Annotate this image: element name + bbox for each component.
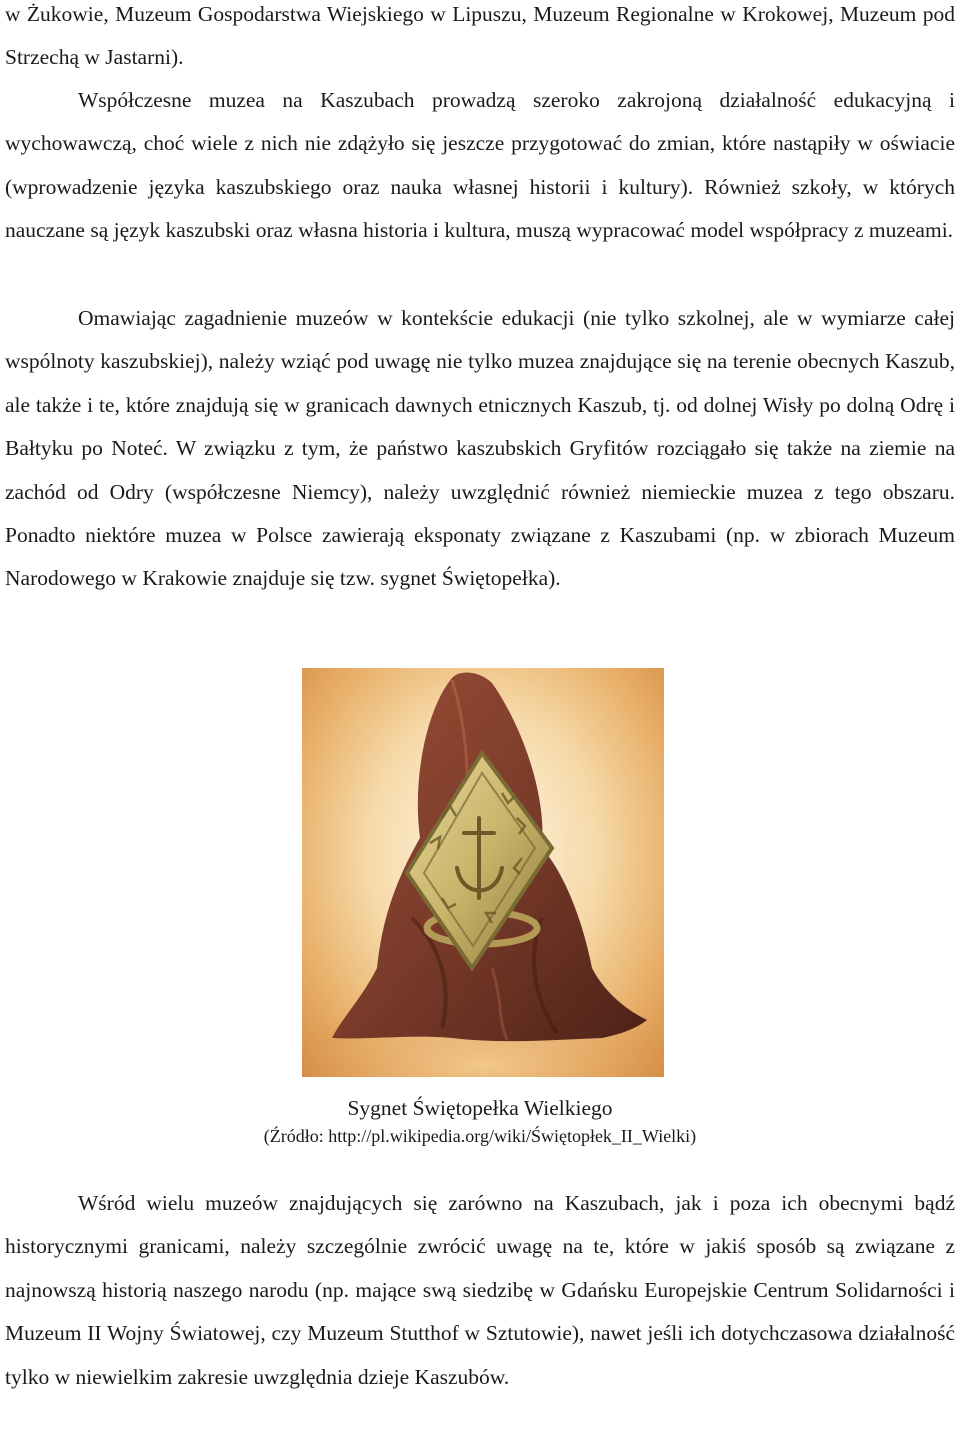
figure-caption-title: Sygnet Świętopełka Wielkiego — [347, 1096, 613, 1120]
paragraph-3: Omawiając zagadnienie muzeów w kontekście edukacji (nie tylko szkolnej, ale w wymiarze całej wspólnoty kaszubskiej), należy wziąć pod uwagę nie tylko muzea znajdujące się na terenie obecnych Kaszub, ale także i te, które znajdują się w granicach dawnych etnicznych Kaszub, tj. od dolnej Wisły po dolną Odrę i Bałtyku po Noteć. W związku z tym, że państwo kaszubskich Gryfitów rozciągało się także na ziemie na zachód od Odry (współczesne Niemcy), należy uwzględnić również niemieckie muzea z tego obszaru. Ponadto niektóre muzea w Polsce zawierają eksponaty związane z Kaszubami (np. w zbiorach Muzeum Narodowego w Krakowie znajduje się tzw. sygnet Świętopełka). — [5, 306, 955, 591]
paragraph-4: Wśród wielu muzeów znajdujących się zarówno na Kaszubach, jak i poza ich obecnymi bądź historycznymi granicami, należy szczególnie zwrócić uwagę na te, które w jakiś sposób są związane z najnowszą historią naszego narodu (np. mające swą siedzibę w Gdańsku Europejskie Centrum Solidarności i Muzeum II Wojny Światowej, czy Muzeum Stutthof w Sztutowie), nawet jeśli ich dotychczasowa działalność tylko w niewielkim zakresie uwzględnia dzieje Kaszubów. — [5, 1191, 955, 1389]
signet-photo — [302, 668, 664, 1077]
paragraph-1: w Żukowie, Muzeum Gospodarstwa Wiejskiego w Lipuszu, Muzeum Regionalne w Krokowej, Muzeum pod Strzechą w Jastarni). — [5, 2, 955, 70]
signet-illustration — [302, 668, 664, 1077]
figure-caption-source: (Źródło: http://pl.wikipedia.org/wiki/Świętopłek_II_Wielki) — [263, 1126, 697, 1146]
paragraph-2: Współczesne muzea na Kaszubach prowadzą szeroko zakrojoną działalność edukacyjną i wychowawczą, choć wiele z nich nie zdążyło się jeszcze przygotować do zmian, które nastąpiły w oświacie (wprowadzenie języka kaszubskiego oraz nauka własnej historii i kultury). Również szkoły, w których nauczane są język kaszubski oraz własna historia i kultura, muszą wypracować model współpracy z muzeami. — [5, 88, 955, 243]
